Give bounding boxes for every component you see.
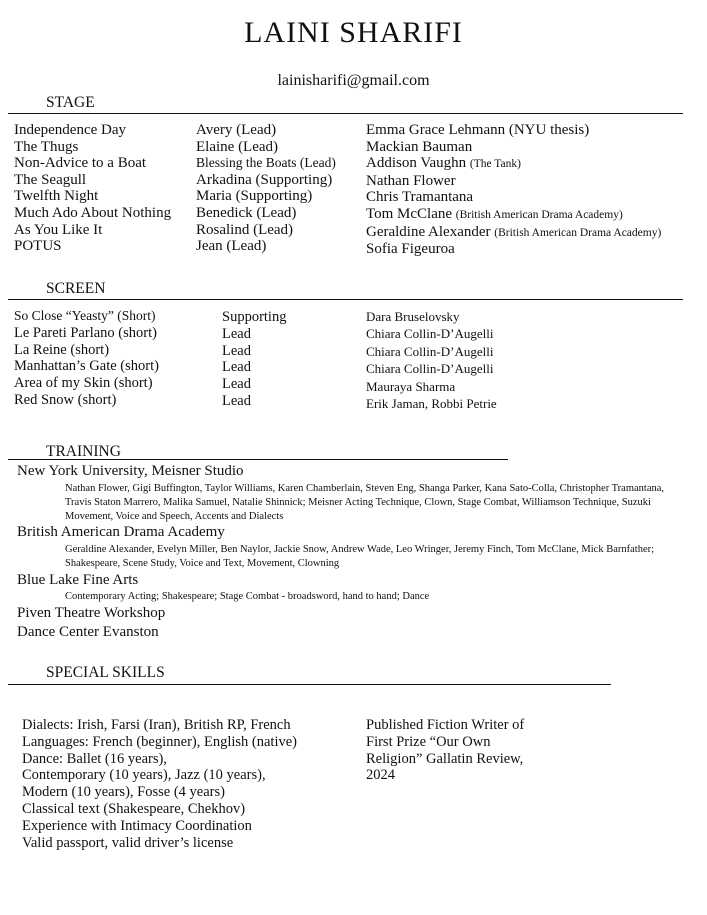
- skill-line: 2024: [366, 767, 395, 784]
- skill-line: Dialects: Irish, Farsi (Iran), British RP, French: [22, 717, 291, 733]
- skill-line: Contemporary (10 years), Jazz (10 years),: [22, 767, 266, 784]
- screen-role: Lead: [222, 392, 251, 409]
- screen-director: Erik Jaman, Robbi Petrie: [366, 396, 497, 412]
- screen-divider: [8, 299, 683, 300]
- screen-role: Lead: [222, 325, 251, 342]
- resume-name: LAINI SHARIFI: [244, 16, 463, 49]
- skills-right-column: [366, 717, 524, 784]
- skill-line: Dance: Ballet (16 years),: [22, 750, 167, 767]
- training-details: Geraldine Alexander, Evelyn Miller, Ben Naylor, Jackie Snow, Andrew Wade, Leo Wringer, Jeremy Finch, Tom McClane, Mick Barnfather; Shakespeare, Scene Study, Voice and Text, Movement, Clowning: [65, 544, 655, 570]
- skills-heading: SPECIAL SKILLS: [46, 664, 165, 681]
- stage-director: [366, 173, 661, 190]
- skill-line: Experience with Intimacy Coordination: [22, 817, 252, 834]
- stage-roles-column: [196, 122, 336, 255]
- stage-directors-column: [366, 122, 661, 258]
- screen-title: Le Pareti Parlano (short): [14, 324, 157, 341]
- screen-directors-column: [366, 308, 497, 412]
- skill-line: First Prize “Our Own: [366, 733, 491, 750]
- director-name: Addison Vaughn: [366, 155, 467, 172]
- skill-line: Religion” Gallatin Review,: [366, 750, 524, 767]
- director-name: Emma Grace Lehmann (NYU thesis): [366, 122, 590, 138]
- training-details: Contemporary Acting; Shakespeare; Stage Combat - broadsword, hand to hand; Dance: [65, 591, 430, 602]
- skill-line: Published Fiction Writer of: [366, 717, 525, 733]
- screen-titles-column: [14, 308, 159, 409]
- stage-director: [366, 139, 661, 156]
- screen-title: Red Snow (short): [14, 391, 117, 408]
- stage-titles-column: [14, 122, 171, 255]
- screen-director: Chiara Collin-D’Augelli: [366, 343, 494, 359]
- training-divider: [8, 459, 508, 460]
- stage-title: The Seagull: [14, 171, 87, 188]
- director-note: (The Tank): [469, 158, 521, 171]
- stage-title: Independence Day: [14, 122, 127, 138]
- director-name: Sofia Figeuroa: [366, 241, 455, 258]
- screen-title: Manhattan’s Gate (short): [14, 358, 159, 375]
- screen-roles-column: [222, 309, 286, 410]
- training-school: British American Drama Academy: [17, 524, 225, 540]
- stage-role: Rosalind (Lead): [196, 221, 294, 238]
- screen-title: La Reine (short): [14, 341, 110, 358]
- stage-title: Twelfth Night: [14, 188, 99, 205]
- stage-title: Much Ado About Nothing: [14, 204, 172, 221]
- skill-line: Modern (10 years), Fosse (4 years): [22, 784, 225, 801]
- stage-title: POTUS: [14, 238, 62, 255]
- screen-role: Supporting: [222, 309, 287, 325]
- skill-line: Valid passport, valid driver’s license: [22, 834, 234, 851]
- training-details: Nathan Flower, Gigi Buffington, Taylor Williams, Karen Chamberlain, Steven Eng, Shanga Parker, Kana Sato-Colla, Christopher Tramantana, Travis Staton Marrero, Malika Samuel, Natalie Shinnick; Meisner Acting Technique, Clown, Stage Combat, Williamson Technique, Suzuki Movement, Voice and Speech, Accents and Dialects: [65, 483, 665, 523]
- stage-director: [366, 122, 661, 139]
- screen-role: Lead: [222, 359, 251, 376]
- training-school: Blue Lake Fine Arts: [17, 572, 139, 588]
- stage-heading: STAGE: [46, 94, 95, 111]
- screen-heading: SCREEN: [46, 280, 106, 297]
- skills-divider: [8, 684, 611, 685]
- stage-director: [366, 241, 661, 258]
- stage-title: As You Like It: [14, 221, 103, 238]
- email-address[interactable]: lainisharifi@gmail.com: [277, 72, 430, 89]
- director-name: Geraldine Alexander: [366, 223, 491, 240]
- skills-left-column: [22, 717, 297, 851]
- skill-line: Languages: French (beginner), English (native): [22, 733, 298, 750]
- stage-role: Elaine (Lead): [196, 138, 279, 155]
- screen-director: Chiara Collin-D’Augelli: [366, 326, 494, 342]
- screen-director: Mauraya Sharma: [366, 378, 456, 394]
- screen-title: Area of my Skin (short): [14, 375, 153, 392]
- stage-title: The Thugs: [14, 138, 79, 155]
- stage-divider: [8, 113, 683, 114]
- stage-role: Jean (Lead): [196, 238, 267, 255]
- stage-role: Arkadina (Supporting): [196, 171, 333, 188]
- skill-line: Classical text (Shakespeare, Chekhov): [22, 800, 246, 817]
- stage-role: Benedick (Lead): [196, 204, 297, 221]
- director-name: Chris Tramantana: [366, 189, 474, 206]
- training-school: Dance Center Evanston: [17, 624, 159, 640]
- stage-role: Maria (Supporting): [196, 188, 313, 205]
- screen-director: Dara Bruselovsky: [366, 309, 460, 324]
- stage-title: Non-Advice to a Boat: [14, 155, 147, 172]
- training-school: New York University, Meisner Studio: [17, 463, 244, 479]
- director-note: (British American Drama Academy): [455, 208, 623, 221]
- director-note: (British American Drama Academy): [494, 226, 662, 239]
- stage-director: [366, 189, 661, 206]
- screen-role: Lead: [222, 376, 251, 393]
- director-name: Mackian Bauman: [366, 138, 473, 155]
- stage-role: Avery (Lead): [196, 122, 277, 138]
- screen-director: Chiara Collin-D’Augelli: [366, 361, 494, 377]
- stage-director: [366, 155, 661, 173]
- training-school: Piven Theatre Workshop: [17, 605, 166, 621]
- screen-role: Lead: [222, 342, 251, 359]
- director-name: Nathan Flower: [366, 172, 456, 189]
- director-name: Tom McClane: [366, 205, 453, 222]
- screen-title: So Close “Yeasty” (Short): [14, 308, 156, 323]
- stage-director: [366, 206, 661, 224]
- training-heading: TRAINING: [46, 443, 121, 460]
- stage-director: [366, 224, 661, 242]
- stage-role: Blessing the Boats (Lead): [196, 155, 336, 171]
